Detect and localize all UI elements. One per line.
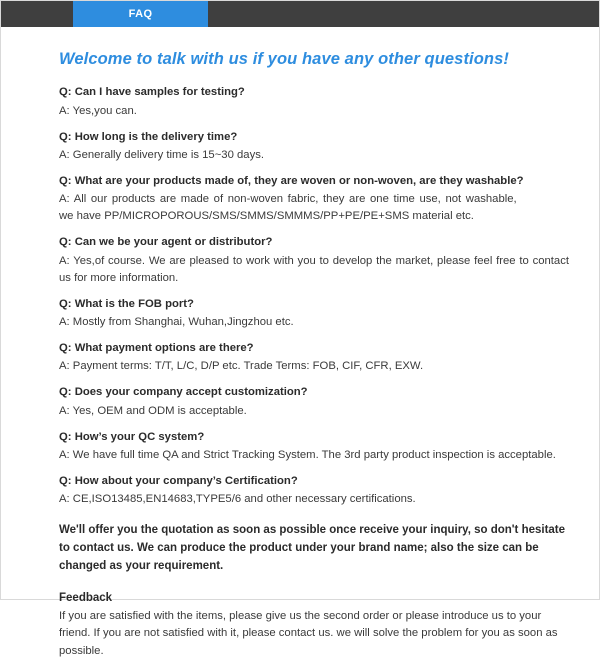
faq-question: Q: What is the FOB port? <box>59 297 194 310</box>
faq-answer: A: Mostly from Shanghai, Wuhan,Jingzhou etc. <box>59 315 294 328</box>
faq-item-9 <box>59 473 569 508</box>
faq-question: Q: What are your products made of, they are woven or non-woven, are they washable? <box>59 175 524 188</box>
faq-item-1 <box>59 84 569 119</box>
faq-item-7 <box>59 384 569 419</box>
faq-item-2 <box>59 129 569 164</box>
faq-item-3 <box>59 173 569 225</box>
faq-answer-continued: we have PP/MICROPOROUS/SMS/SMMS/SMMMS/PP+PE/PE+SMS material etc. <box>59 210 474 223</box>
tab-faq[interactable] <box>73 1 208 27</box>
faq-question: Q: What payment options are there? <box>59 341 254 354</box>
page-title: Welcome to talk with us if you have any other questions! <box>59 50 509 68</box>
faq-answer: A: Yes,of course. We are pleased to work with you to develop the market, please feel free to contact us for more information. <box>59 254 569 284</box>
faq-answer: A: We have full time QA and Strict Tracking System. The 3rd party product inspection is acceptable. <box>59 448 556 461</box>
faq-item-8 <box>59 429 569 464</box>
faq-content <box>1 27 599 660</box>
faq-answer: A: Yes,you can. <box>59 104 137 117</box>
faq-answer: A: All our products are made of non-woven fabric, they are one time use, not washable, <box>59 193 517 206</box>
faq-item-5 <box>59 296 569 331</box>
faq-question: Q: How long is the delivery time? <box>59 130 238 143</box>
faq-answer: A: CE,ISO13485,EN14683,TYPE5/6 and other necessary certifications. <box>59 493 416 506</box>
closing-statement: We'll offer you the quotation as soon as possible once receive your inquiry, so don't hesitate to contact us. We can produce the product under your brand name; also the size can be changed as your requirement. <box>59 524 566 572</box>
faq-answer: A: Payment terms: T/T, L/C, D/P etc. Trade Terms: FOB, CIF, CFR, EXW. <box>59 360 424 373</box>
faq-question: Q: Can we be your agent or distributor? <box>59 236 273 249</box>
faq-question: Q: Does your company accept customization? <box>59 386 308 399</box>
faq-answer: A: Yes, OEM and ODM is acceptable. <box>59 404 247 417</box>
tab-faq-label: FAQ <box>128 8 153 20</box>
faq-question: Q: How about your company’s Certification? <box>59 474 298 487</box>
faq-item-6 <box>59 340 569 375</box>
faq-question: Q: How’s your QC system? <box>59 430 205 443</box>
faq-item-4 <box>59 234 569 286</box>
feedback-title: Feedback <box>59 591 113 604</box>
faq-question: Q: Can I have samples for testing? <box>59 86 245 99</box>
feedback-body: If you are satisfied with the items, please give us the second order or please introduce us to your friend. If you are not satisfied with it, please contact us. we will solve the problem for you as soon as possible. <box>59 609 558 657</box>
faq-answer: A: Generally delivery time is 15~30 days. <box>59 149 265 162</box>
tab-bar <box>1 1 599 27</box>
